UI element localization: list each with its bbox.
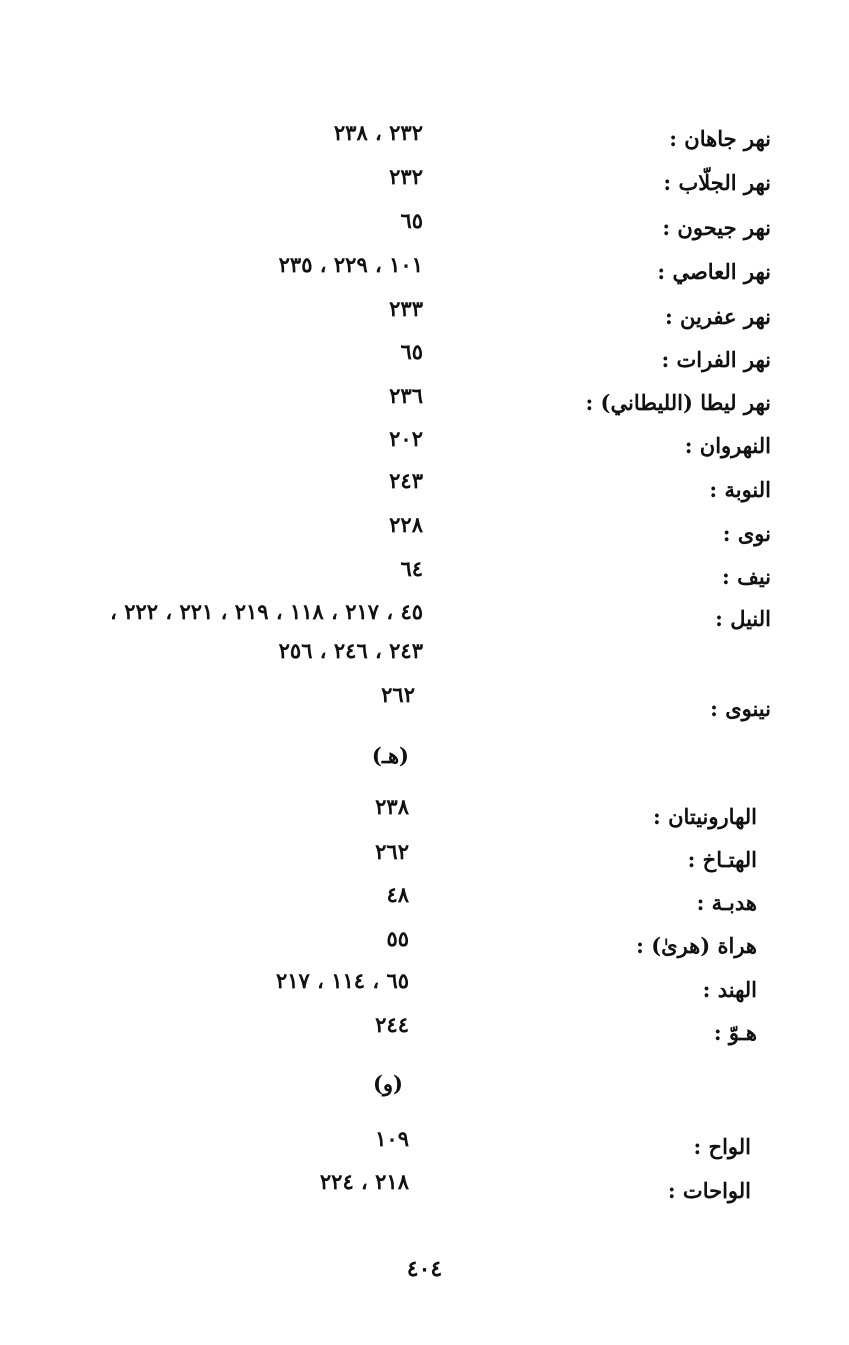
index-pages: ٦٥ bbox=[400, 208, 423, 233]
index-term: الواحات : bbox=[667, 1178, 751, 1203]
index-term: هراة (هرىٰ) : bbox=[636, 933, 757, 958]
index-term: النوبة : bbox=[709, 477, 771, 502]
index-pages: ٦٤ bbox=[400, 556, 423, 581]
index-term: الهند : bbox=[702, 977, 757, 1002]
index-term: النهروان : bbox=[684, 433, 771, 458]
index-term: نيف : bbox=[722, 564, 771, 589]
index-pages: ٢٦٢ bbox=[381, 682, 415, 707]
index-term: نينوى : bbox=[710, 696, 771, 721]
index-pages: ١٠٩ bbox=[375, 1126, 409, 1151]
index-term: الواح : bbox=[693, 1134, 751, 1159]
index-term: نهر جاهان : bbox=[669, 126, 771, 151]
index-term: نهر العاصي : bbox=[657, 259, 771, 284]
index-term: الهتـاخ : bbox=[687, 847, 757, 872]
index-term: هـوّ : bbox=[713, 1020, 757, 1045]
index-term: نوى : bbox=[722, 521, 771, 546]
index-term: الهارونيتان : bbox=[653, 804, 757, 829]
index-pages: ٢٣٢ bbox=[389, 164, 423, 189]
index-pages: ٢٣٣ bbox=[389, 296, 423, 321]
index-term: نهر ليطا (الليطاني) : bbox=[585, 390, 771, 415]
section-heading-ha: (هـ) bbox=[371, 743, 409, 768]
index-pages: ٢٣٢ ، ٢٣٨ bbox=[333, 120, 423, 145]
index-term: هدبـة : bbox=[696, 890, 757, 915]
index-pages: ٢٢٨ bbox=[389, 512, 423, 537]
page-number: ٤٠٤ bbox=[406, 1256, 443, 1282]
index-pages: ٢١٨ ، ٢٢٤ bbox=[319, 1169, 409, 1194]
index-term: نهر جيحون : bbox=[662, 215, 771, 240]
index-pages: ٤٥ ، ٢١٧ ، ١١٨ ، ٢١٩ ، ٢٢١ ، ٢٢٢ ، bbox=[110, 599, 423, 624]
index-pages: ٢٤٤ bbox=[375, 1012, 409, 1037]
index-pages: ١٠١ ، ٢٢٩ ، ٢٣٥ bbox=[278, 252, 423, 277]
index-term: نهر الجلّاب : bbox=[663, 170, 771, 195]
index-pages: ٢٣٦ bbox=[389, 383, 423, 408]
index-term: نهر عفرين : bbox=[664, 304, 771, 329]
index-pages: ٢٠٢ bbox=[389, 426, 423, 451]
index-pages: ٦٥ bbox=[400, 339, 423, 364]
index-pages: ٢٣٨ bbox=[375, 794, 409, 819]
section-heading-waw: (و) bbox=[372, 1071, 403, 1096]
index-pages: ٢٦٢ bbox=[375, 839, 409, 864]
index-pages: ٤٨ bbox=[386, 882, 409, 907]
index-term: النيل : bbox=[715, 606, 771, 631]
index-pages: ٦٥ ، ١١٤ ، ٢١٧ bbox=[275, 968, 409, 993]
index-pages: ٥٥ bbox=[386, 926, 409, 951]
index-term: نهر الفرات : bbox=[661, 347, 771, 372]
index-pages: ٢٤٣ bbox=[389, 468, 423, 493]
index-pages-continued: ٢٤٣ ، ٢٤٦ ، ٢٥٦ bbox=[278, 638, 423, 663]
